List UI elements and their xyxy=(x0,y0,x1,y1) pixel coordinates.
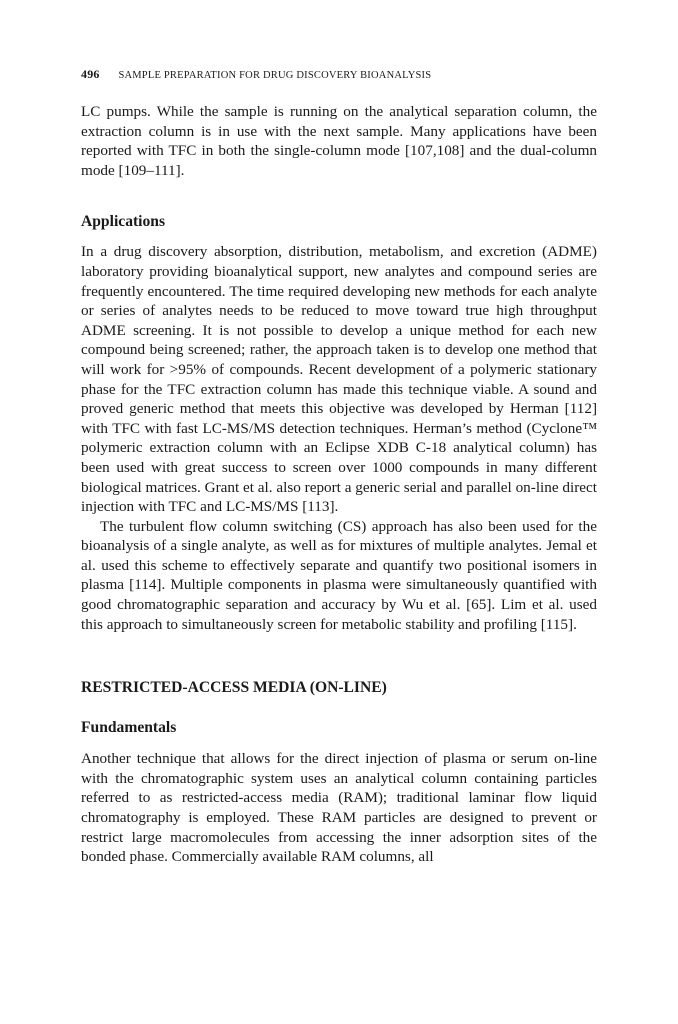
paragraph-adme-generic-method: In a drug discovery absorption, distribution, metabolism, and excretion (ADME) laboratory providing bioanalytical support, new analytes and compound series are frequently encountered. The time required developing new methods for each analyte or series of analytes needs to be reduced to move toward true high throughput ADME screening. It is not possible to develop a unique method for each new compound being screened; rather, the approach taken is to develop one method that will work for >95% of compounds. Recent development of a polymeric stationary phase for the TFC extraction column has made this technique viable. A sound and proved generic method that meets this objective was developed by Herman [112] with TFC with fast LC-MS/MS detection techniques. Herman’s method (Cyclone™ polymeric extraction column with an Eclipse XDB C-18 analytical column) has been used with great success to screen over 1000 compounds in many different biological matrices. Grant et al. also report a generic serial and parallel on-line direct injection with TFC and LC-MS/MS [113]. xyxy=(81,243,597,516)
heading-applications: Applications xyxy=(81,213,166,231)
paragraph-ram-fundamentals: Another technique that allows for the direct injection of plasma or serum on-line with the chromatographic system uses an analytical column containing particles referred to as restricted-access media (RAM); traditional laminar flow liquid chromatography is employed. These RAM particles are designed to prevent or restrict large macromolecules from accessing the inner adsorption sites of the bonded phase. Commercially available RAM columns, all xyxy=(81,750,597,866)
page-number: 496 xyxy=(81,67,100,81)
section-heading-restricted-access-media: RESTRICTED-ACCESS MEDIA (ON-LINE) xyxy=(81,679,387,697)
paragraph-tfc-modes: LC pumps. While the sample is running on the analytical separation column, the extraction column is in use with the next sample. Many applications have been reported with TFC in both the single-column mode [107,108] and the dual-column mode [109–111]. xyxy=(81,103,597,179)
running-header xyxy=(81,66,597,82)
heading-fundamentals: Fundamentals xyxy=(81,719,177,737)
paragraph-column-switching: The turbulent flow column switching (CS) approach has also been used for the bioanalysis of a single analyte, as well as for mixtures of multiple analytes. Jemal et al. used this scheme to effectively separate and quantify two positional isomers in plasma [114]. Multiple components in plasma were simultaneously quantified with good chromatographic separation and accuracy by Wu et al. [65]. Lim et al. used this approach to simultaneously screen for metabolic stability and profiling [115]. xyxy=(81,517,597,633)
running-title: SAMPLE PREPARATION FOR DRUG DISCOVERY BIOANALYSIS xyxy=(118,70,432,81)
book-page xyxy=(81,66,597,867)
